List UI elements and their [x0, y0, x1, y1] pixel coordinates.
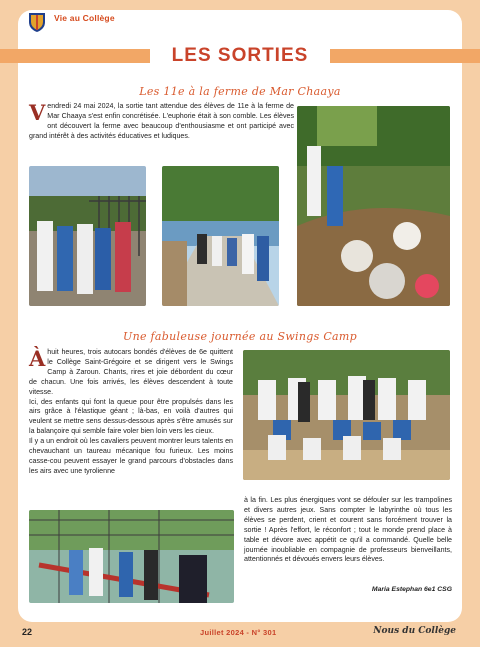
article-1-paragraph: endredi 24 mai 2024, la sortie tant attendue des élèves de 11e à la ferme de Mar Chaaya s'est enfin concrétisée. L'euphorie était à son comble. Les élèves ont découvert la ferme avec beaucoup d'enthousiasme et ont participé avec grand intérêt à des activités éducatives et ludiques.: [29, 102, 294, 140]
article-2-paragraph-1: huit heures, trois autocars bondés d'élèves de 6e quittent le Collège Saint-Grégoire et se dirigent vers le Swings Camp à Zaroun. Chants, rires et joie débordent du cœur de chacun. Une fois arrivés, les élèves descendent à toute vitesse.: [29, 348, 233, 396]
swings-camp-group-photo: [243, 350, 450, 480]
article-2-title: Une fabuleuse journée au Swings Camp: [123, 330, 357, 343]
article-1-title: Les 11e à la ferme de Mar Chaaya: [139, 85, 341, 98]
article-2-paragraph-3: Il y a un endroit où les cavaliers peuvent montrer leurs talents en chevauchant un taureau mécanique fou furieux. Les moins casse-cou peuvent essayer le grand parcours d'obstacles dans les airs avec une tyrolienne: [29, 437, 233, 475]
farm-photo-children-digging: [297, 106, 450, 306]
article-1-body: [29, 102, 294, 142]
article-2-paragraph-2: Ici, des enfants qui font la queue pour être propulsés dans les airs grâce à l'élastique géant ; là-bas, en voilà d'autres qui veulent se mettre sens dessus-dessous après s'être amusés sur la balançoire qui semble faire voler bien loin vers les cieux.: [29, 397, 233, 436]
article-2-continuation: à la fin. Les plus énergiques vont se défouler sur les trampolines et divers autres jeux. Sans compter le labyrinthe où tous les élèves se perdent, crient et courent sans forcément trouver la sortie ! Après l'effort, le réconfort ; tout le monde prend place à table et dévore avec appétit ce qu'il a commandé. Quelle belle journée inoubliable en compagnie de professeurs bienveillants, attentionnés et dévoués envers leurs élèves.: [244, 496, 452, 564]
farm-photo-group-gate: [29, 166, 146, 306]
article-2-dropcap: À: [29, 346, 46, 371]
banner-title: LES SORTIES: [171, 45, 309, 66]
farm-photo-walk-path: [162, 166, 279, 306]
college-logo: [27, 11, 47, 33]
article-1-dropcap: V: [29, 100, 46, 125]
article-2-body: [29, 348, 233, 477]
page-number: 22: [22, 627, 33, 637]
sorties-banner: [0, 44, 480, 68]
section-name: Vie au Collège: [54, 13, 115, 23]
swings-camp-obstacle-photo: [29, 510, 234, 603]
magazine-name: Nous du Collège: [373, 626, 456, 636]
article-2-signature: Maria Estephan 6e1 CSG: [371, 586, 452, 593]
issue-info: Juillet 2024 - N° 301: [200, 628, 277, 637]
